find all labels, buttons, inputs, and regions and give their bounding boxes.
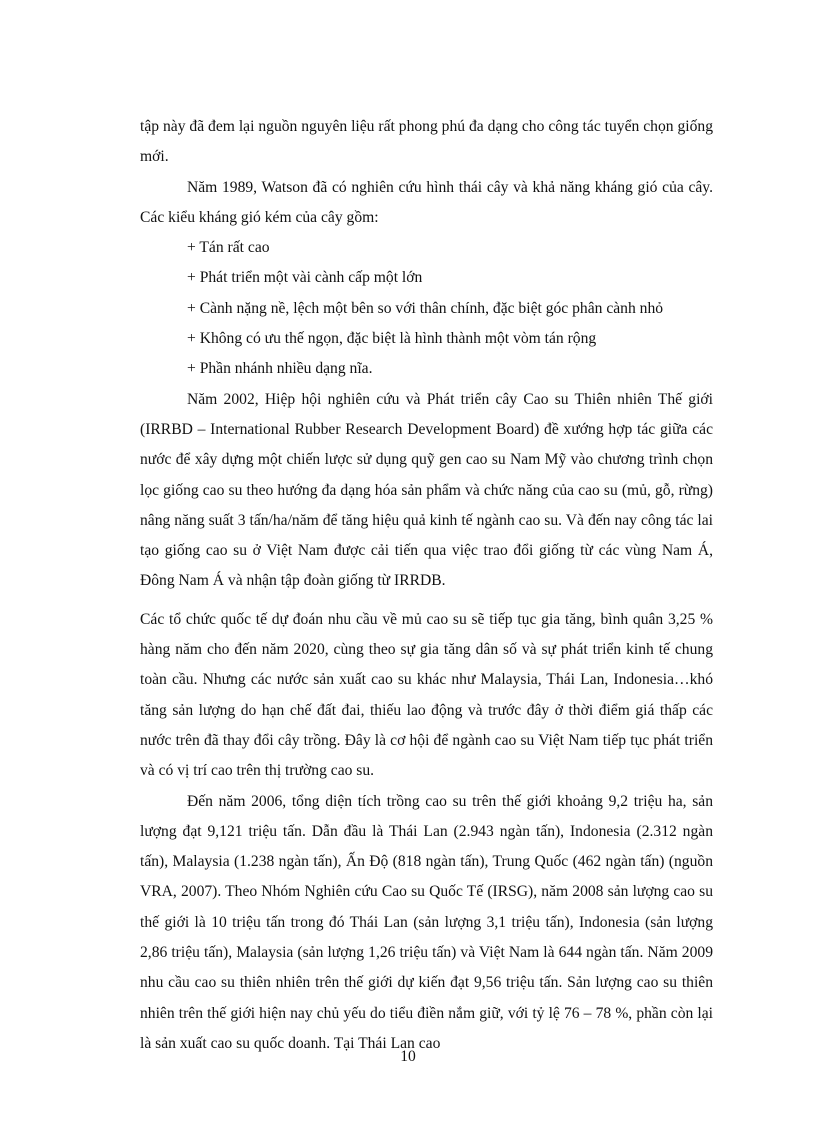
list-item: + Cành nặng nề, lệch một bên so với thân chính, đặc biệt góc phân cành nhỏ [187,299,664,317]
body-text [140,112,713,1059]
list-item: + Phần nhánh nhiều dạng nĩa. [187,360,373,378]
paragraph-production: Đến năm 2006, tổng diện tích trồng cao su trên thế giới khoảng 9,2 triệu ha, sản lượng đạt 9,121 triệu tấn. Dẫn đầu là Thái Lan (2.943 ngàn tấn), Indonesia (2.312 ngàn tấn), Malaysia (1.238 ngàn tấn), Ấn Độ (818 ngàn tấn), Trung Quốc (462 ngàn tấn) (nguồn VRA, 2007). Theo Nhóm Nghiên cứu Cao su Quốc Tế (IRSG), năm 2008 sản lượng cao su thế giới là 10 triệu tấn trong đó Thái Lan (sản lượng 3,1 triệu tấn), Indonesia (sản lượng 2,86 triệu tấn), Malaysia (sản lượng 1,26 triệu tấn) và Việt Nam là 644 ngàn tấn. Năm 2009 nhu cầu cao su thiên nhiên trên thế giới dự kiến đạt 9,56 triệu tấn. Sản lượng cao su thiên nhiên trên thế giới hiện nay chủ yếu do tiểu điền nắm giữ, với tỷ lệ 76 – 78 %, phần còn lại là sản xuất cao su quốc doanh. Tại Thái Lan cao [140,792,713,1052]
list-item: + Tán rất cao [187,239,270,257]
list-item: + Không có ưu thế ngọn, đặc biệt là hình thành một vòm tán rộng [187,330,597,348]
page-number: 10 [400,1048,416,1065]
paragraph-watson: Năm 1989, Watson đã có nghiên cứu hình thái cây và khả năng kháng gió của cây. Các kiểu kháng gió kém của cây gồm: [140,178,713,226]
paragraph-irrbd: Năm 2002, Hiệp hội nghiên cứu và Phát triển cây Cao su Thiên nhiên Thế giới (IRRBD – International Rubber Research Development Board) đề xướng hợp tác giữa các nước để xây dựng một chiến lược sử dụng quỹ gen cao su Nam Mỹ vào chương trình chọn lọc giống cao su theo hướng đa dạng hóa sản phẩm và chức năng của cao su (mủ, gỗ, rừng) nâng năng suất 3 tấn/ha/năm để tăng hiệu quả kinh tế ngành cao su. Và đến nay công tác lai tạo giống cao su ở Việt Nam được cải tiến qua việc trao đổi giống từ các vùng Nam Á, Đông Nam Á và nhận tập đoàn giống từ IRRDB. [140,390,713,590]
list-item: + Phát triển một vài cành cấp một lớn [187,269,423,287]
paragraph-continuation: tập này đã đem lại nguồn nguyên liệu rất phong phú đa dạng cho công tác tuyển chọn giống mới. [140,118,713,166]
paragraph-demand: Các tổ chức quốc tế dự đoán nhu cầu về mủ cao su sẽ tiếp tục gia tăng, bình quân 3,25 % hàng năm cho đến năm 2020, cùng theo sự gia tăng dân số và sự phát triển kinh tế chung toàn cầu. Nhưng các nước sản xuất cao su khác như Malaysia, Thái Lan, Indonesia…khó tăng sản lượng do hạn chế đất đai, thiếu lao động và trước đây ở thời điểm giá thấp các nước trên đã thay đổi cây trồng. Đây là cơ hội để ngành cao su Việt Nam tiếp tục phát triển và có vị trí cao trên thị trường cao su. [140,610,713,780]
